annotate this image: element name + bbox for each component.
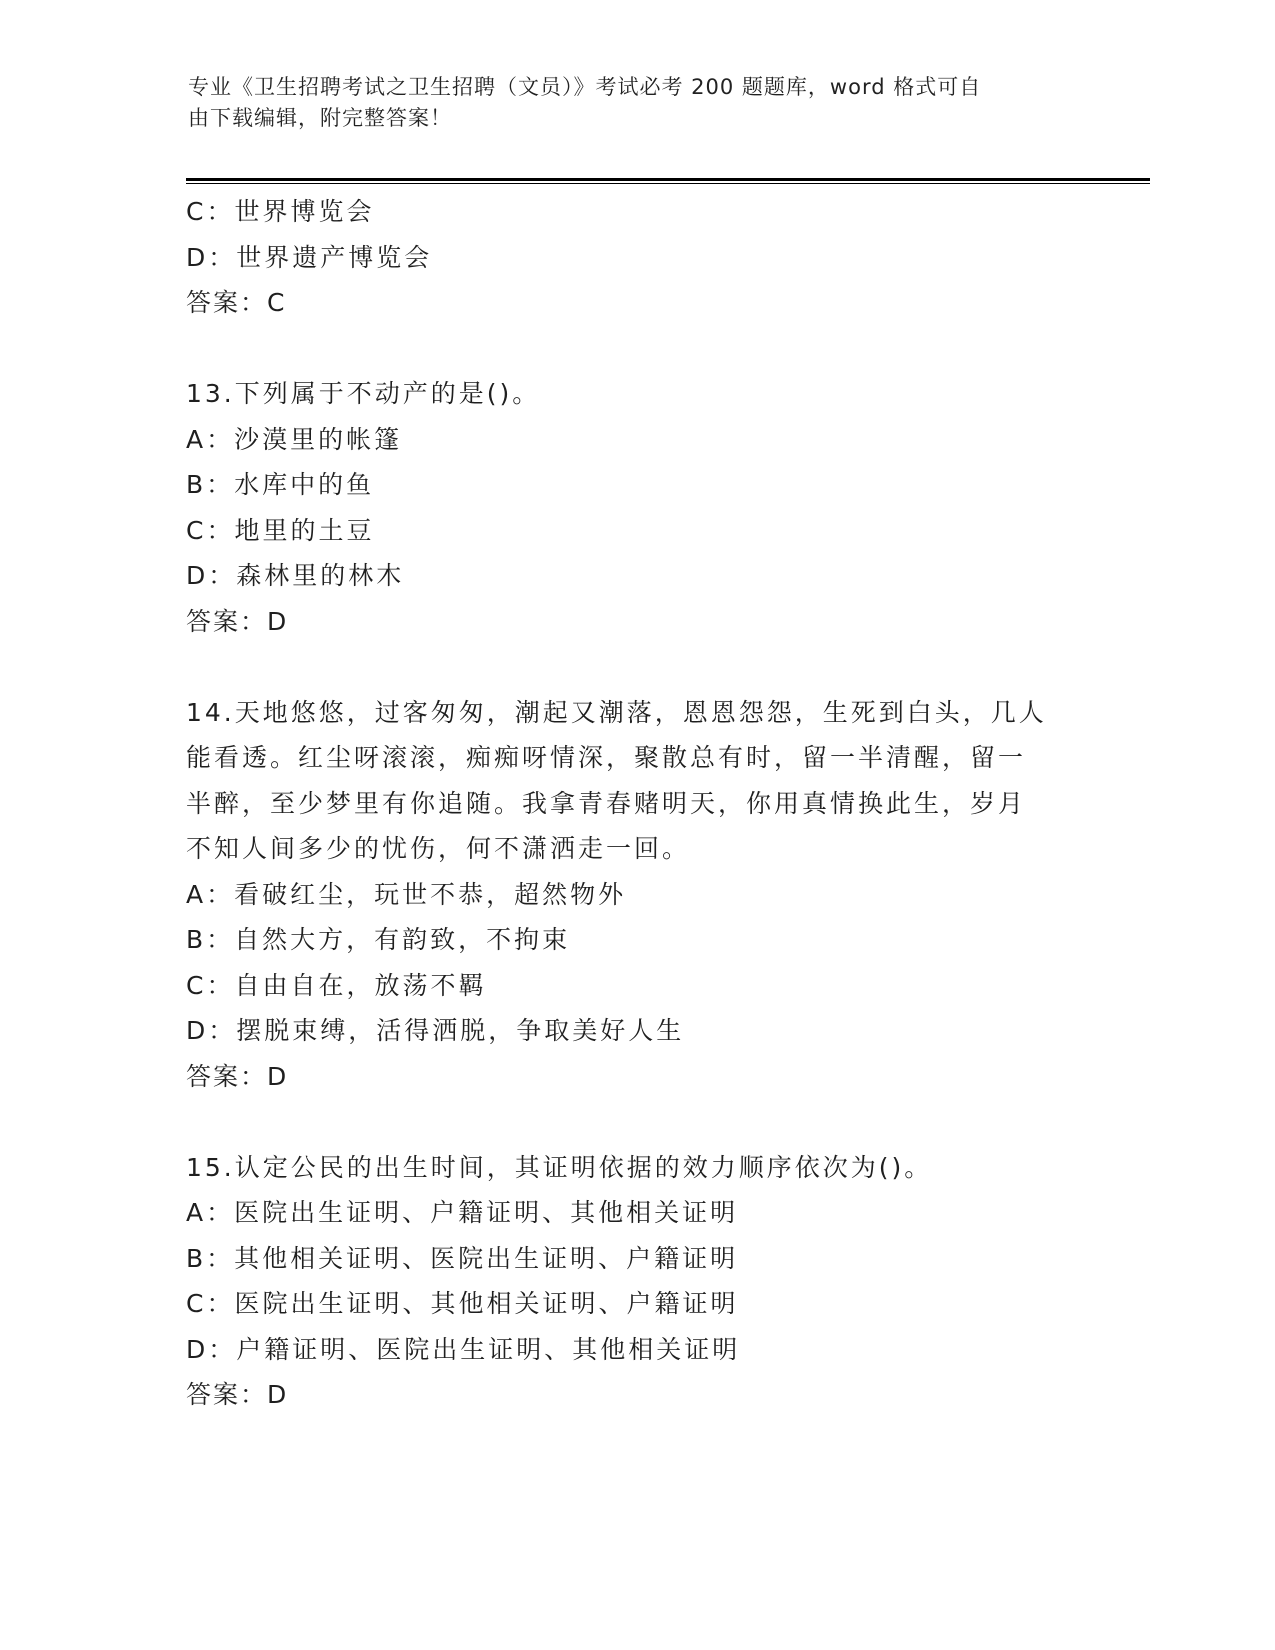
header-divider-thin — [186, 183, 1150, 184]
option-a: A：沙漠里的帐篷 — [186, 424, 403, 454]
question-stem: 13.下列属于不动产的是()。 — [186, 379, 541, 408]
header-line-1: 专业《卫生招聘考试之卫生招聘（文员）》考试必考 200 题题库，word 格式可自 — [188, 75, 982, 99]
question-stem-line-1: 14.天地悠悠，过客匆匆，潮起又潮落，恩恩怨怨，生死到白头，几人 — [186, 697, 1047, 727]
answer-line: 答案：C — [186, 288, 287, 317]
question-12-tail — [186, 189, 1086, 326]
option-c: C：自由自在，放荡不羁 — [186, 970, 487, 1000]
question-body — [186, 189, 1086, 1418]
option-d: D：户籍证明、医院出生证明、其他相关证明 — [186, 1334, 741, 1364]
option-b: B：自然大方，有韵致，不拘束 — [186, 925, 571, 954]
spacer — [186, 644, 1086, 690]
answer-line: 答案：D — [186, 1380, 289, 1409]
option-d: D：摆脱束缚，活得洒脱，争取美好人生 — [186, 1016, 685, 1045]
option-c: C：医院出生证明、其他相关证明、户籍证明 — [186, 1289, 739, 1318]
option-a: A：医院出生证明、户籍证明、其他相关证明 — [186, 1198, 739, 1227]
option-d: D：世界遗产博览会 — [186, 242, 433, 272]
option-a: A：看破红尘，玩世不恭，超然物外 — [186, 879, 627, 909]
question-13 — [186, 371, 1086, 644]
question-15 — [186, 1145, 1086, 1418]
answer-line: 答案：D — [186, 1061, 289, 1091]
question-stem-line-3: 半醉，至少梦里有你追随。我拿青春赌明天，你用真情换此生，岁月 — [186, 788, 1027, 818]
option-d: D：森林里的林木 — [186, 561, 405, 590]
header-line-2: 由下载编辑，附完整答案！ — [188, 106, 452, 130]
option-b: B：其他相关证明、医院出生证明、户籍证明 — [186, 1243, 739, 1273]
spacer — [186, 1099, 1086, 1145]
document-header — [188, 72, 1068, 134]
option-b: B：水库中的鱼 — [186, 470, 375, 499]
spacer — [186, 326, 1086, 372]
header-divider-thick — [186, 178, 1150, 181]
question-stem-line-4: 不知人间多少的忧伤，何不潇洒走一回。 — [186, 834, 691, 863]
option-c: C：地里的土豆 — [186, 515, 375, 545]
question-14 — [186, 690, 1086, 1100]
option-c: C：世界博览会 — [186, 197, 375, 226]
answer-line: 答案：D — [186, 606, 289, 636]
question-stem-line-2: 能看透。红尘呀滚滚，痴痴呀情深，聚散总有时，留一半清醒，留一 — [186, 743, 1027, 772]
question-stem: 15.认定公民的出生时间，其证明依据的效力顺序依次为()。 — [186, 1152, 933, 1182]
